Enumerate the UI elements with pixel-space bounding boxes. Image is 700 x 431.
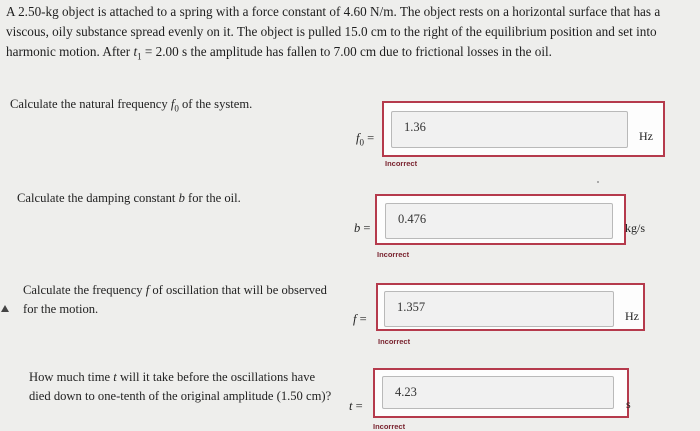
answer-input-observed-frequency[interactable]: 1.357 [384, 291, 614, 327]
unit-label-kg-per-s: kg/s [625, 221, 646, 235]
equation-label-t [349, 399, 363, 414]
status-incorrect: Incorrect [378, 337, 411, 346]
equals-sign: = [359, 312, 367, 326]
question-subscript: 0 [174, 103, 179, 114]
equals-sign: = [363, 221, 371, 235]
question-damping-constant [17, 189, 317, 208]
answer-input-decay-time[interactable]: 4.23 [382, 376, 614, 409]
problem-text-part-2: = 2.00 s the amplitude has fallen to 7.00 cm due to frictional losses in the oil. [141, 44, 552, 59]
eq-symbol: b [354, 221, 361, 235]
answer-input-damping-constant[interactable]: 0.476 [385, 203, 613, 239]
question-text-end: of oscillation that will be observed for the motion. [23, 283, 327, 316]
equation-label-b [354, 221, 370, 236]
question-text-end: of the system. [178, 97, 253, 111]
equals-sign: = [367, 131, 375, 145]
status-incorrect: Incorrect [385, 159, 418, 168]
stray-dot [597, 181, 599, 183]
t1-subscript: 1 [137, 51, 142, 62]
question-symbol: f [145, 283, 150, 297]
question-text-end: will it take before the oscillations have died down to one-tenth of the original amplitude (1.50 cm)? [29, 370, 332, 403]
t1-symbol: t [133, 44, 138, 59]
question-text: Calculate the frequency [23, 283, 146, 297]
answer-input-natural-frequency[interactable]: 1.36 [391, 111, 628, 148]
problem-text-part-1: A 2.50-kg object is attached to a spring with a force constant of 4.60 N/m. The object rests on a horizontal surface that has a viscous, oily substance spread evenly on it. The object is pulled 15.0 cm to the right of the equilibrium position and set into harmonic motion. After [6, 4, 661, 59]
question-text-end: for the oil. [184, 191, 241, 205]
eq-subscript: 0 [359, 137, 364, 148]
status-incorrect: Incorrect [373, 422, 406, 431]
eq-symbol: f [356, 131, 360, 145]
question-symbol: f [170, 97, 175, 111]
question-natural-frequency [10, 95, 310, 119]
problem-statement [6, 2, 686, 67]
question-text: Calculate the natural frequency [10, 97, 171, 111]
question-symbol: t [113, 370, 117, 384]
equals-sign: = [355, 399, 363, 413]
eq-symbol: t [349, 399, 353, 413]
status-incorrect: Incorrect [377, 250, 410, 259]
mouse-cursor-icon [1, 305, 9, 312]
question-decay-time [29, 368, 339, 406]
equation-label-f0 [356, 131, 374, 148]
question-text: Calculate the damping constant [17, 191, 179, 205]
unit-label-hz: Hz [625, 309, 639, 323]
unit-label-hz: Hz [639, 129, 653, 143]
question-text: How much time [29, 370, 114, 384]
question-symbol: b [178, 191, 185, 205]
unit-label-s: s [626, 397, 631, 411]
eq-symbol: f [353, 312, 357, 326]
equation-label-f [353, 312, 367, 327]
question-observed-frequency [23, 281, 333, 319]
